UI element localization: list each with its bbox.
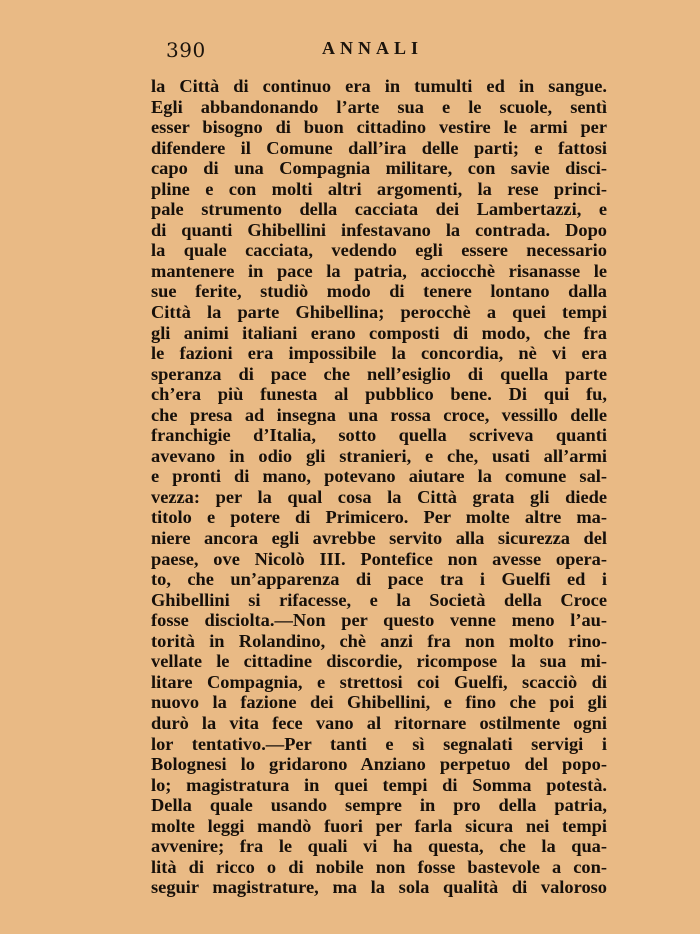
text-line: nuovo la fazione dei Ghibellini, e fino che poi gli [151,692,607,713]
text-line: Bolognesi lo gridarono Anziano perpetuo del popo- [151,754,607,775]
text-line: Città la parte Ghibellina; perocchè a quei tempi [151,302,607,323]
text-line: titolo e potere di Primicero. Per molte altre ma- [151,507,607,528]
page-number: 390 [166,38,206,62]
text-line: torità in Rolandino, chè anzi fra non molto rino- [151,630,607,651]
text-line: di quanti Ghibellini infestavano la contrada. Dopo [151,219,607,240]
running-head: ANNALI [322,38,424,58]
text-line: le fazioni era impossibile la concordia, nè vi era [151,343,607,364]
text-line: gli animi italiani erano composti di modo, che fra [151,322,607,343]
text-line: difendere il Comune dall’ira delle parti; e fattosi [151,137,607,158]
text-line: paese, ove Nicolò III. Pontefice non avesse opera- [151,548,607,569]
text-line: mantenere in pace la patria, acciocchè risanasse le [151,260,607,281]
text-line: esser bisogno di buon cittadino vestire le armi per [151,117,607,138]
text-line: lità di ricco o di nobile non fosse bastevole a con- [151,856,607,877]
text-line: seguir magistrature, ma la sola qualità di valoroso [151,877,607,898]
text-line: pline e con molti altri argomenti, la rese princi- [151,178,607,199]
text-line: la Città di continuo era in tumulti ed in sangue. [151,76,607,96]
text-line: niere ancora egli avrebbe servito alla sicurezza del [151,528,607,549]
body-text [151,76,607,898]
text-line: speranza di pace che nell’esiglio di quella parte [151,363,607,384]
text-line: vezza: per la qual cosa la Città grata gli diede [151,486,607,507]
text-line: ch’era più funesta al pubblico bene. Di qui fu, [151,384,607,405]
text-line: fosse disciolta.—Non per questo venne meno l’au- [151,610,607,631]
text-line: durò la vita fece vano al ritornare ostilmente ogni [151,712,607,733]
text-line: lo; magistratura in quei tempi di Somma potestà. [151,774,607,795]
text-line: pale strumento della cacciata dei Lambertazzi, e [151,199,607,220]
text-line: franchigie d’Italia, sotto quella scriveva quanti [151,425,607,446]
text-line: che presa ad insegna una rossa croce, vessillo delle [151,404,607,425]
text-line: vellate le cittadine discordie, ricompose la sua mi- [151,651,607,672]
text-line: avevano in odio gli stranieri, e che, usati all’armi [151,445,607,466]
text-line: Egli abbandonando l’arte sua e le scuole, sentì [151,96,607,117]
text-line: la quale cacciata, vedendo egli essere necessario [151,240,607,261]
text-line: avvenire; fra le quali vi ha questa, che la qua- [151,836,607,857]
text-line: e pronti di mano, potevano aiutare la comune sal- [151,466,607,487]
page-header [0,34,700,64]
text-line: sue ferite, studiò modo di tenere lontano dalla [151,281,607,302]
text-line: lor tentativo.—Per tanti e sì segnalati servigi i [151,733,607,754]
text-line: to, che un’apparenza di pace tra i Guelfi ed i [151,569,607,590]
text-line: litare Compagnia, e strettosi coi Guelfi, scacciò di [151,671,607,692]
text-line: Della quale usando sempre in pro della patria, [151,795,607,816]
text-line: molte leggi mandò fuori per farla sicura nei tempi [151,815,607,836]
text-line: capo di una Compagnia militare, con savie disci- [151,158,607,179]
text-line: Ghibellini si rifacesse, e la Società della Croce [151,589,607,610]
